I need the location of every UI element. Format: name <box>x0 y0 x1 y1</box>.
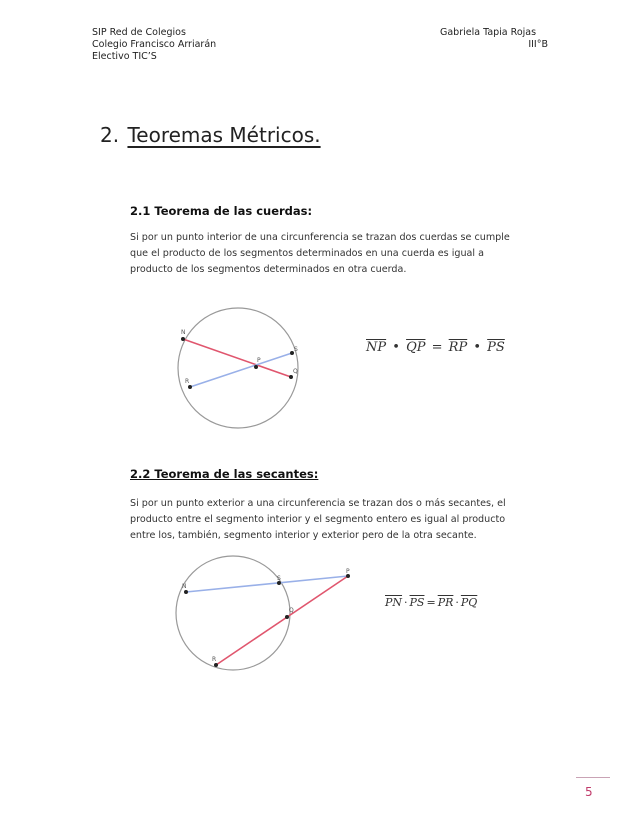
header-author: Gabriela Tapia Rojas <box>440 27 537 38</box>
label-q: Q <box>293 368 298 375</box>
section-title <box>100 123 321 147</box>
point-p <box>254 365 258 369</box>
page-number-rule <box>576 777 610 778</box>
label-r: R <box>185 378 190 385</box>
secants-text-line: entre los, también, segmento interior y exterior pero de la otra secante. <box>130 530 477 541</box>
point-q <box>289 375 293 379</box>
segment-ps: $\overline{PS}$ <box>487 340 505 355</box>
product-symbol: · <box>404 596 408 609</box>
chords-text-line: Si por un punto interior de una circunferencia se trazan dos cuerdas se cumple <box>130 232 510 243</box>
equals-symbol: = <box>426 596 436 609</box>
secant-blue <box>186 576 348 592</box>
segment-qp: $\overline{QP}$ <box>406 340 426 355</box>
point-n <box>184 590 188 594</box>
label-r: R <box>212 656 217 663</box>
chords-formula <box>366 340 505 355</box>
segment-pr: $\overline{PR}$ <box>437 596 454 609</box>
secants-theorem-title: 2.2 Teorema de las secantes: <box>130 467 319 481</box>
chord-blue <box>190 353 292 387</box>
point-q <box>285 615 289 619</box>
chords-theorem-title: 2.1 Teorema de las cuerdas: <box>130 204 313 218</box>
product-symbol: • <box>473 340 482 355</box>
secants-figure <box>175 555 360 675</box>
chords-text-line: que el producto de los segmentos determinados en una cuerda es igual a <box>130 248 485 259</box>
secants-text-line: Si por un punto exterior a una circunferencia se trazan dos o más secantes, el <box>130 498 506 509</box>
header-course-subject: Electivo TIC’S <box>92 51 157 62</box>
chords-figure <box>170 300 310 440</box>
label-s: S <box>277 575 281 582</box>
segment-rp: $\overline{RP}$ <box>448 340 468 355</box>
section-number: 2. <box>100 123 120 147</box>
secants-text-line: producto entre el segmento interior y el segmento entero es igual al producto <box>130 514 506 525</box>
product-symbol: • <box>392 340 400 355</box>
segment-pn: $\overline{PN}$ <box>385 596 403 609</box>
secant-red <box>216 576 348 665</box>
segment-ps: $\overline{PS}$ <box>409 596 425 609</box>
header-school-name: Colegio Francisco Arriarán <box>92 39 217 50</box>
header-right <box>440 27 556 51</box>
label-n: N <box>182 583 187 590</box>
chords-text-line: producto de los segmentos determinados en otra cuerda. <box>130 264 407 275</box>
secants-formula <box>385 596 477 609</box>
point-n <box>181 337 185 341</box>
secants-theorem-text <box>130 496 540 544</box>
point-r <box>188 385 192 389</box>
label-p: P <box>257 357 261 364</box>
equals-symbol: = <box>431 340 443 355</box>
label-q: Q <box>289 607 294 614</box>
point-r <box>214 663 218 667</box>
chords-circle <box>178 308 298 428</box>
label-p: P <box>346 568 350 575</box>
product-symbol: · <box>455 596 459 609</box>
header-left <box>92 27 216 63</box>
label-n: N <box>181 329 186 336</box>
page-number: 5 <box>585 785 593 799</box>
section-title-text: Teoremas Métricos. <box>127 123 321 147</box>
label-s: S <box>294 346 298 353</box>
header-school-network: SIP Red de Colegios <box>92 27 186 38</box>
segment-pq: $\overline{PQ}$ <box>460 596 478 609</box>
chords-theorem-text <box>130 230 540 278</box>
header-course: III°B <box>528 39 548 50</box>
segment-np: $\overline{NP}$ <box>366 340 387 355</box>
